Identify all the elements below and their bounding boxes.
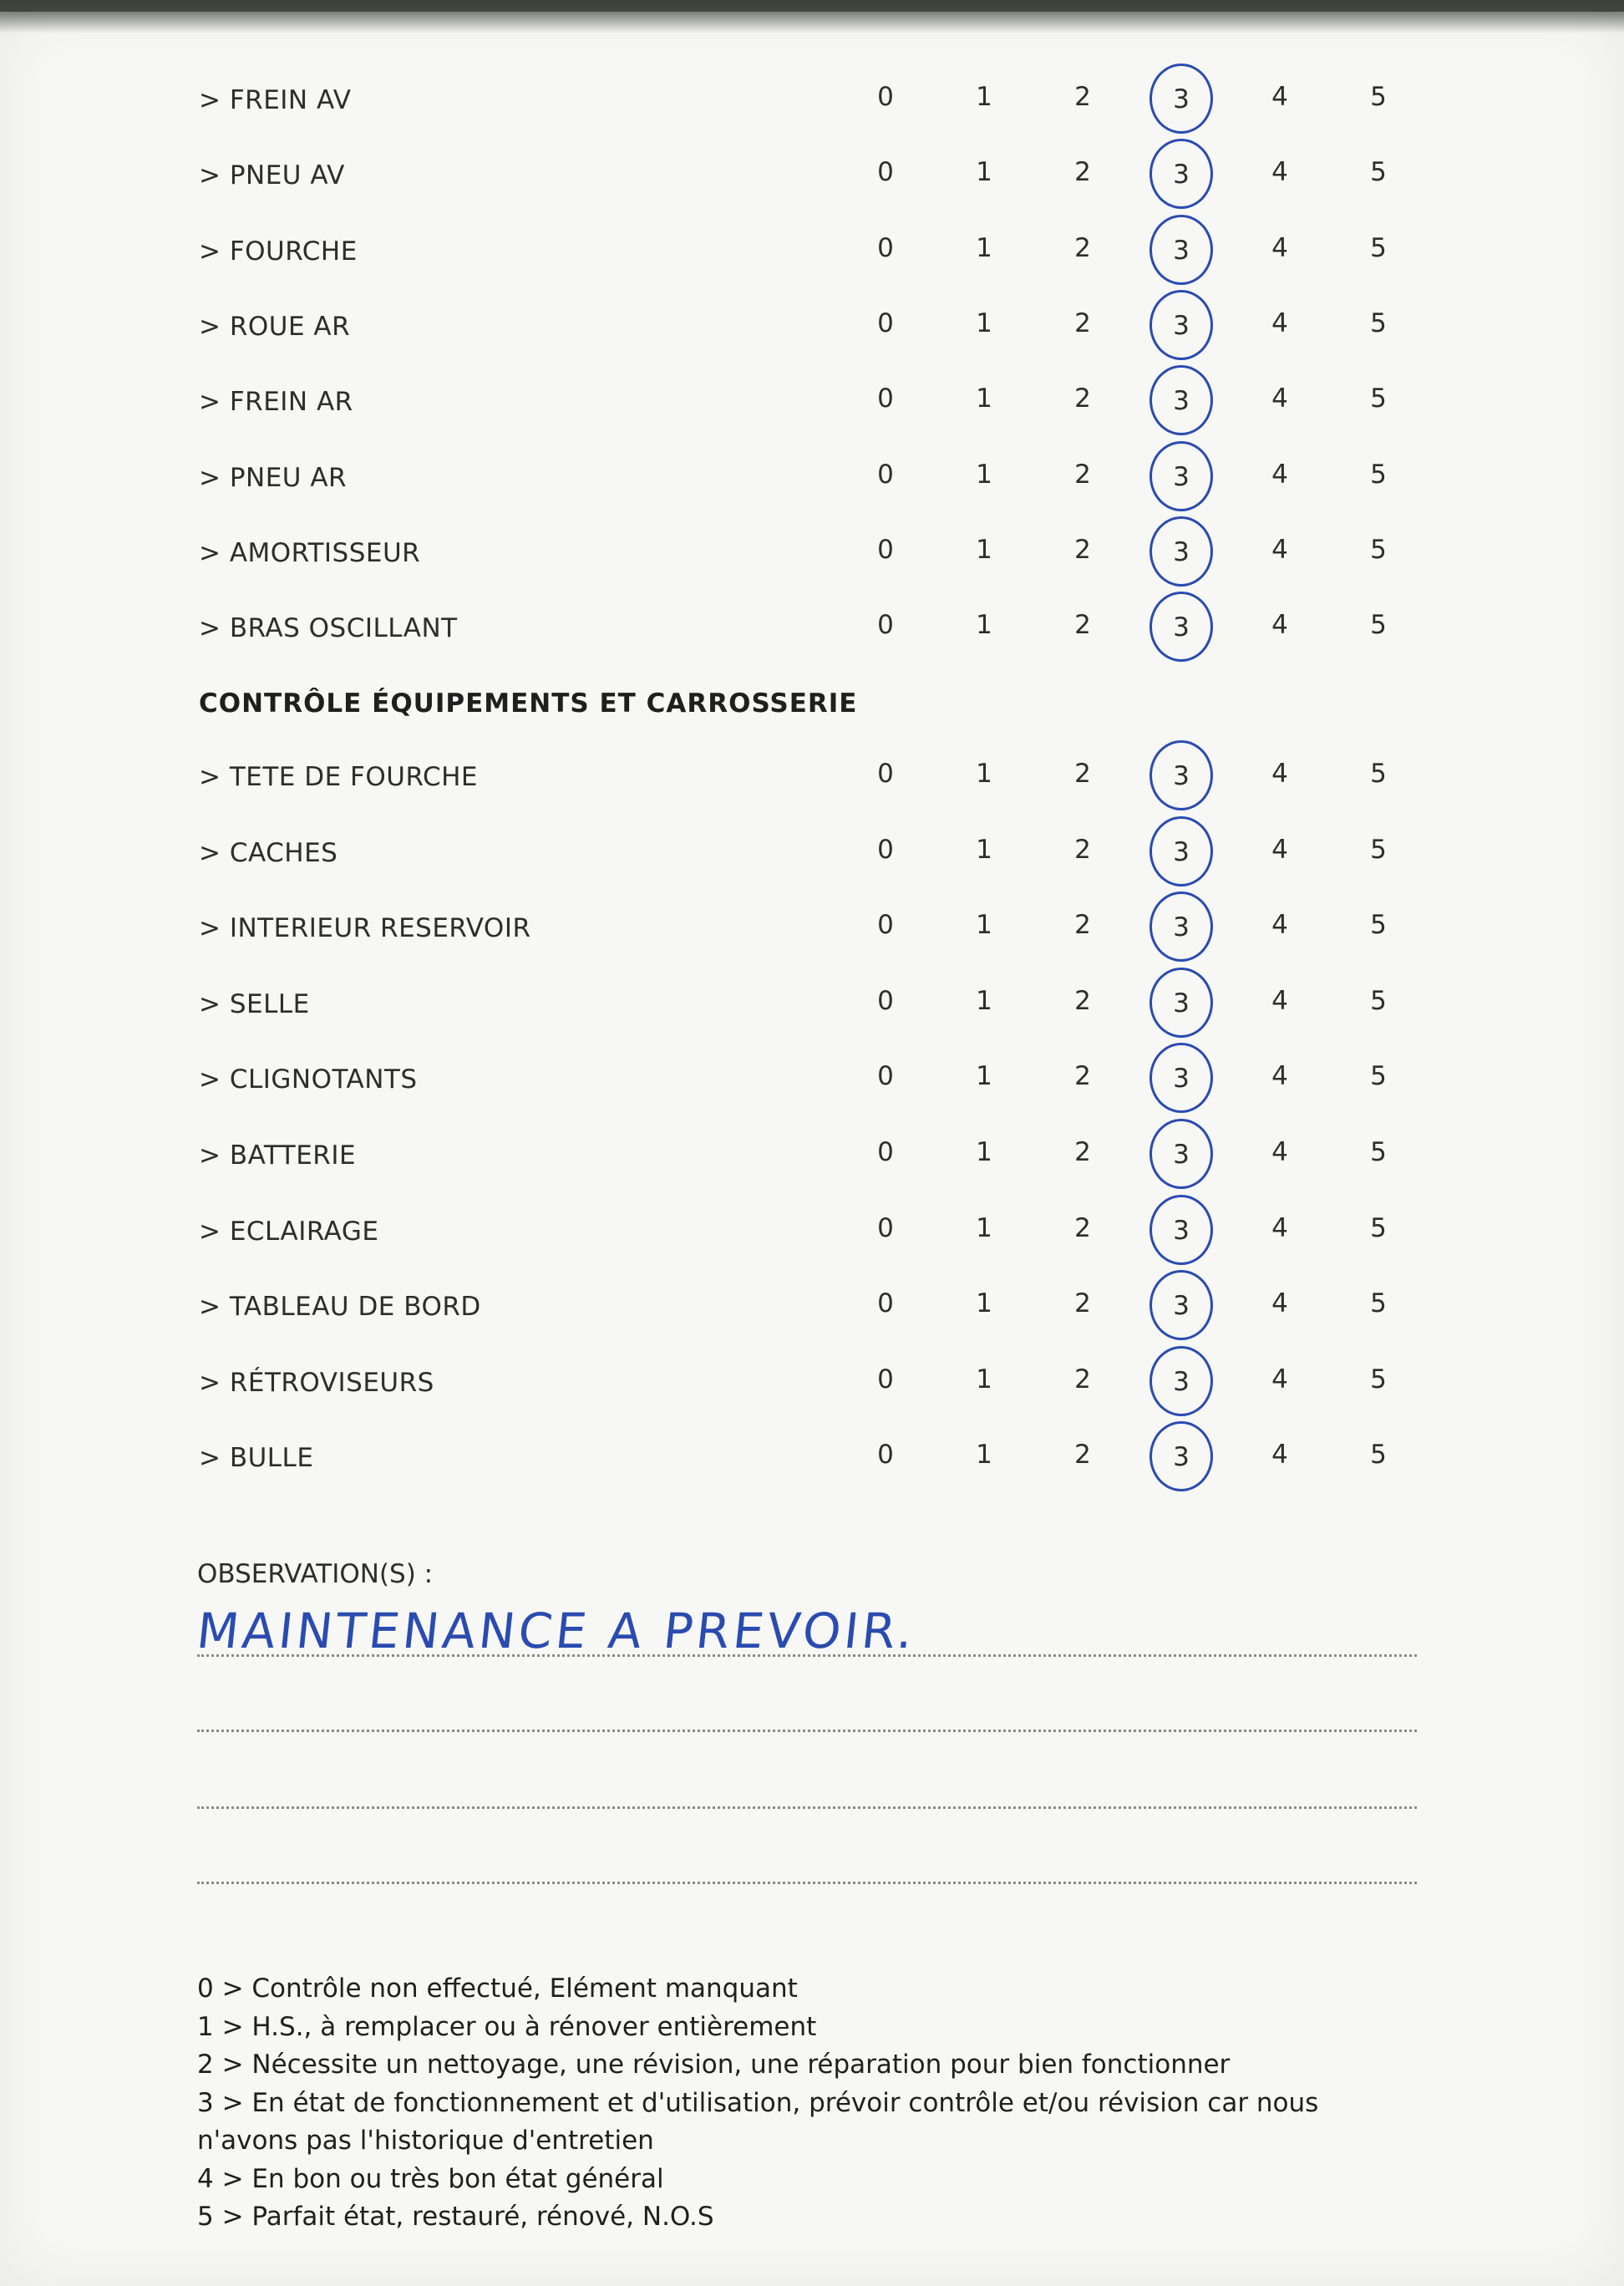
score-option[interactable]: 2 xyxy=(1074,1288,1091,1319)
score-option[interactable]: 5 xyxy=(1370,759,1387,789)
score-option[interactable]: 5 xyxy=(1370,1061,1387,1092)
score-option[interactable]: 1 xyxy=(976,985,992,1016)
score-option[interactable]: 1 xyxy=(976,910,992,941)
score-value: 3 xyxy=(1173,536,1190,567)
score-value: 3 xyxy=(1173,235,1190,266)
score-option[interactable]: 0 xyxy=(877,1364,894,1394)
observation-line-1 xyxy=(197,1654,1417,1657)
score-option[interactable]: 0 xyxy=(877,384,894,414)
observation-line-4 xyxy=(197,1882,1417,1884)
score-legend xyxy=(197,1970,1417,2237)
score-option[interactable]: 4 xyxy=(1271,157,1288,188)
score-option[interactable]: 1 xyxy=(976,1364,992,1394)
score-value: 3 xyxy=(1173,1366,1190,1397)
score-option[interactable]: 4 xyxy=(1271,232,1288,263)
score-value: 3 xyxy=(1173,612,1190,643)
score-option[interactable]: 2 xyxy=(1074,1364,1091,1394)
selected-score-circle[interactable] xyxy=(1149,968,1213,1038)
selected-score-circle[interactable] xyxy=(1149,290,1213,360)
section-title: CONTRÔLE ÉQUIPEMENTS ET CARROSSERIE xyxy=(199,688,858,719)
score-option[interactable]: 0 xyxy=(877,910,894,941)
checklist-item-label: > ROUE AR xyxy=(199,311,351,342)
score-value: 3 xyxy=(1173,1064,1190,1095)
selected-score-circle[interactable] xyxy=(1149,1421,1213,1491)
score-option[interactable]: 2 xyxy=(1074,1212,1091,1243)
score-option[interactable]: 4 xyxy=(1271,1288,1288,1319)
checklist-item-label: > CLIGNOTANTS xyxy=(199,1064,418,1095)
score-option[interactable]: 4 xyxy=(1271,759,1288,789)
score-option[interactable]: 0 xyxy=(877,1440,894,1471)
selected-score-circle[interactable] xyxy=(1149,1270,1213,1340)
checklist-item-label: > FREIN AR xyxy=(199,387,353,418)
checklist-item-label: > BRAS OSCILLANT xyxy=(199,613,458,644)
score-option[interactable]: 4 xyxy=(1271,1364,1288,1394)
score-option[interactable]: 0 xyxy=(877,1212,894,1243)
checklist-item-label: > TETE DE FOURCHE xyxy=(199,762,478,792)
selected-score-circle[interactable] xyxy=(1149,139,1213,209)
score-option[interactable]: 0 xyxy=(877,610,894,641)
checklist-item-label: > FOURCHE xyxy=(199,236,358,267)
score-option[interactable]: 4 xyxy=(1271,834,1288,865)
score-option[interactable]: 1 xyxy=(976,384,992,414)
score-option[interactable]: 4 xyxy=(1271,985,1288,1016)
score-option[interactable]: 5 xyxy=(1370,82,1387,112)
observations-label: OBSERVATION(S) : xyxy=(197,1559,434,1589)
checklist-item-label: > INTERIEUR RESERVOIR xyxy=(199,913,531,944)
score-option[interactable]: 2 xyxy=(1074,985,1091,1016)
score-option[interactable]: 2 xyxy=(1074,384,1091,414)
score-option[interactable]: 2 xyxy=(1074,232,1091,263)
sheet-shadow xyxy=(0,0,1624,33)
score-option[interactable]: 0 xyxy=(877,459,894,490)
selected-score-circle[interactable] xyxy=(1149,516,1213,587)
score-option[interactable]: 1 xyxy=(976,610,992,641)
score-option[interactable]: 5 xyxy=(1370,534,1387,565)
score-option[interactable]: 4 xyxy=(1271,82,1288,112)
score-option[interactable]: 2 xyxy=(1074,534,1091,565)
score-option[interactable]: 5 xyxy=(1370,1137,1387,1167)
selected-score-circle[interactable] xyxy=(1149,365,1213,435)
score-option[interactable]: 1 xyxy=(976,534,992,565)
score-option[interactable]: 2 xyxy=(1074,910,1091,941)
score-option[interactable]: 5 xyxy=(1370,834,1387,865)
checklist-item-label: > FREIN AV xyxy=(199,85,352,115)
score-value: 3 xyxy=(1173,386,1190,417)
score-option[interactable]: 0 xyxy=(877,82,894,112)
score-option[interactable]: 0 xyxy=(877,232,894,263)
selected-score-circle[interactable] xyxy=(1149,1043,1213,1113)
score-option[interactable]: 2 xyxy=(1074,1137,1091,1167)
checklist-item-label: > PNEU AV xyxy=(199,160,345,191)
score-value: 3 xyxy=(1173,761,1190,791)
score-value: 3 xyxy=(1173,1215,1190,1246)
legend-line: n'avons pas l'historique d'entretien xyxy=(197,2126,654,2156)
selected-score-circle[interactable] xyxy=(1149,740,1213,810)
score-option[interactable]: 0 xyxy=(877,157,894,188)
checklist-item-label: > SELLE xyxy=(199,988,310,1019)
score-value: 3 xyxy=(1173,310,1190,341)
legend-line: 2 > Nécessite un nettoyage, une révision, une réparation pour bien fonctionner xyxy=(197,2050,1231,2080)
score-value: 3 xyxy=(1173,1442,1190,1473)
score-option[interactable]: 4 xyxy=(1271,307,1288,338)
checklist-item-label: > PNEU AR xyxy=(199,462,348,493)
selected-score-circle[interactable] xyxy=(1149,1195,1213,1265)
score-option[interactable]: 1 xyxy=(976,307,992,338)
score-option[interactable]: 4 xyxy=(1271,459,1288,490)
score-value: 3 xyxy=(1173,912,1190,943)
score-option[interactable]: 2 xyxy=(1074,1061,1091,1092)
score-option[interactable]: 1 xyxy=(976,1137,992,1167)
score-option[interactable]: 0 xyxy=(877,985,894,1016)
score-option[interactable]: 0 xyxy=(877,307,894,338)
score-value: 3 xyxy=(1173,84,1190,114)
score-option[interactable]: 0 xyxy=(877,1137,894,1167)
score-option[interactable]: 4 xyxy=(1271,1440,1288,1471)
score-option[interactable]: 1 xyxy=(976,1061,992,1092)
score-option[interactable]: 2 xyxy=(1074,834,1091,865)
score-value: 3 xyxy=(1173,160,1190,190)
checklist-item-label: > TABLEAU DE BORD xyxy=(199,1292,481,1323)
score-option[interactable]: 4 xyxy=(1271,1061,1288,1092)
legend-line: 0 > Contrôle non effectué, Elément manquant xyxy=(197,1974,798,2004)
legend-line: 3 > En état de fonctionnement et d'utilisation, prévoir contrôle et/ou révision car nous xyxy=(197,2087,1319,2118)
score-option[interactable]: 5 xyxy=(1370,1440,1387,1471)
score-option[interactable]: 5 xyxy=(1370,307,1387,338)
legend-line: 1 > H.S., à remplacer ou à rénover entièrement xyxy=(197,2011,817,2042)
selected-score-circle[interactable] xyxy=(1149,816,1213,886)
score-option[interactable]: 4 xyxy=(1271,534,1288,565)
score-option[interactable]: 4 xyxy=(1271,610,1288,641)
checklist-item-label: > BATTERIE xyxy=(199,1140,357,1171)
score-option[interactable]: 2 xyxy=(1074,610,1091,641)
score-value: 3 xyxy=(1173,461,1190,492)
score-option[interactable]: 4 xyxy=(1271,1212,1288,1243)
score-option[interactable]: 5 xyxy=(1370,1288,1387,1319)
score-option[interactable]: 1 xyxy=(976,1440,992,1471)
score-option[interactable]: 1 xyxy=(976,232,992,263)
score-option[interactable]: 0 xyxy=(877,1061,894,1092)
score-value: 3 xyxy=(1173,836,1190,867)
checklist-item-label: > AMORTISSEUR xyxy=(199,537,421,568)
score-option[interactable]: 0 xyxy=(877,834,894,865)
score-option[interactable]: 4 xyxy=(1271,1137,1288,1167)
checklist-item-label: > ECLAIRAGE xyxy=(199,1216,379,1247)
score-option[interactable]: 5 xyxy=(1370,459,1387,490)
score-value: 3 xyxy=(1173,988,1190,1019)
selected-score-circle[interactable] xyxy=(1149,592,1213,662)
checklist-item-label: > RÉTROVISEURS xyxy=(199,1367,434,1398)
score-option[interactable]: 0 xyxy=(877,1288,894,1319)
score-option[interactable]: 4 xyxy=(1271,384,1288,414)
score-option[interactable]: 0 xyxy=(877,759,894,789)
score-option[interactable]: 1 xyxy=(976,459,992,490)
checklist-item-label: > CACHES xyxy=(199,837,338,868)
score-option[interactable]: 5 xyxy=(1370,985,1387,1016)
score-option[interactable]: 2 xyxy=(1074,157,1091,188)
selected-score-circle[interactable] xyxy=(1149,441,1213,511)
score-option[interactable]: 1 xyxy=(976,1288,992,1319)
score-option[interactable]: 2 xyxy=(1074,307,1091,338)
selected-score-circle[interactable] xyxy=(1149,892,1213,962)
score-option[interactable]: 1 xyxy=(976,157,992,188)
score-value: 3 xyxy=(1173,1140,1190,1170)
observations-handwritten-text: MAINTENANCE A PREVOIR. xyxy=(194,1603,920,1659)
score-option[interactable]: 2 xyxy=(1074,459,1091,490)
score-option[interactable]: 2 xyxy=(1074,82,1091,112)
score-option[interactable]: 2 xyxy=(1074,1440,1091,1471)
observation-line-2 xyxy=(197,1730,1417,1732)
score-value: 3 xyxy=(1173,1291,1190,1322)
score-option[interactable]: 5 xyxy=(1370,232,1387,263)
score-option[interactable]: 1 xyxy=(976,1212,992,1243)
selected-score-circle[interactable] xyxy=(1149,1119,1213,1189)
score-option[interactable]: 0 xyxy=(877,534,894,565)
score-option[interactable]: 5 xyxy=(1370,1212,1387,1243)
score-option[interactable]: 5 xyxy=(1370,610,1387,641)
score-option[interactable]: 5 xyxy=(1370,384,1387,414)
score-option[interactable]: 1 xyxy=(976,834,992,865)
observation-line-3 xyxy=(197,1806,1417,1809)
selected-score-circle[interactable] xyxy=(1149,215,1213,285)
selected-score-circle[interactable] xyxy=(1149,1346,1213,1416)
score-option[interactable]: 5 xyxy=(1370,910,1387,941)
score-option[interactable]: 5 xyxy=(1370,1364,1387,1394)
score-option[interactable]: 2 xyxy=(1074,759,1091,789)
legend-line: 4 > En bon ou très bon état général xyxy=(197,2163,664,2194)
score-option[interactable]: 1 xyxy=(976,759,992,789)
score-option[interactable]: 4 xyxy=(1271,910,1288,941)
checklist-item-label: > BULLE xyxy=(199,1443,314,1474)
selected-score-circle[interactable] xyxy=(1149,64,1213,134)
score-option[interactable]: 5 xyxy=(1370,157,1387,188)
legend-line: 5 > Parfait état, restauré, rénové, N.O.S xyxy=(197,2202,714,2232)
score-option[interactable]: 1 xyxy=(976,82,992,112)
